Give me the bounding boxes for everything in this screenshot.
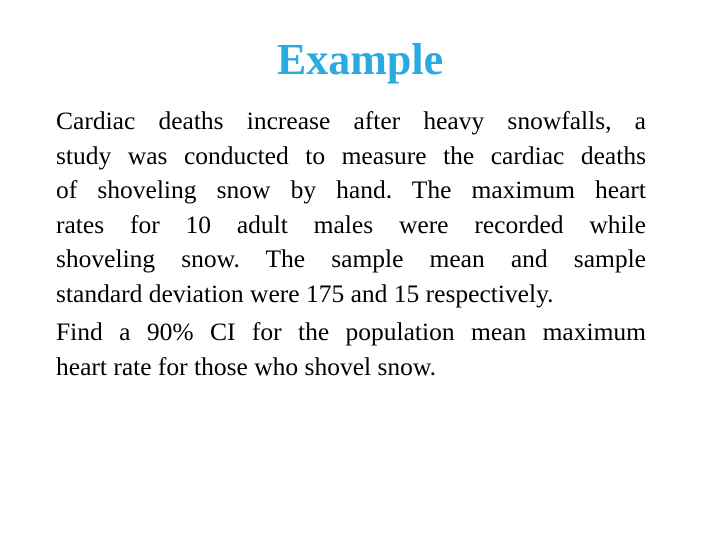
text-line: study was conducted to measure the cardiac deaths [56, 140, 646, 170]
text-line: shoveling snow. The sample mean and sample [56, 244, 646, 273]
text-line: heart rate for those who shovel snow. [56, 351, 437, 381]
text-line: standard deviation were 175 and 15 respectively. [56, 278, 554, 308]
slide-body [56, 104, 646, 384]
text-line: Cardiac deaths increase after heavy snowfalls, a [56, 106, 646, 135]
question-paragraph [56, 315, 646, 384]
slide-title: Example [276, 35, 444, 84]
text-line: of shoveling snow by hand. The maximum heart [56, 175, 646, 204]
text-line: Find a 90% CI for the population mean maximum [56, 317, 646, 346]
problem-statement-paragraph [56, 104, 646, 311]
text-line: rates for 10 adult males were recorded while [56, 209, 646, 239]
